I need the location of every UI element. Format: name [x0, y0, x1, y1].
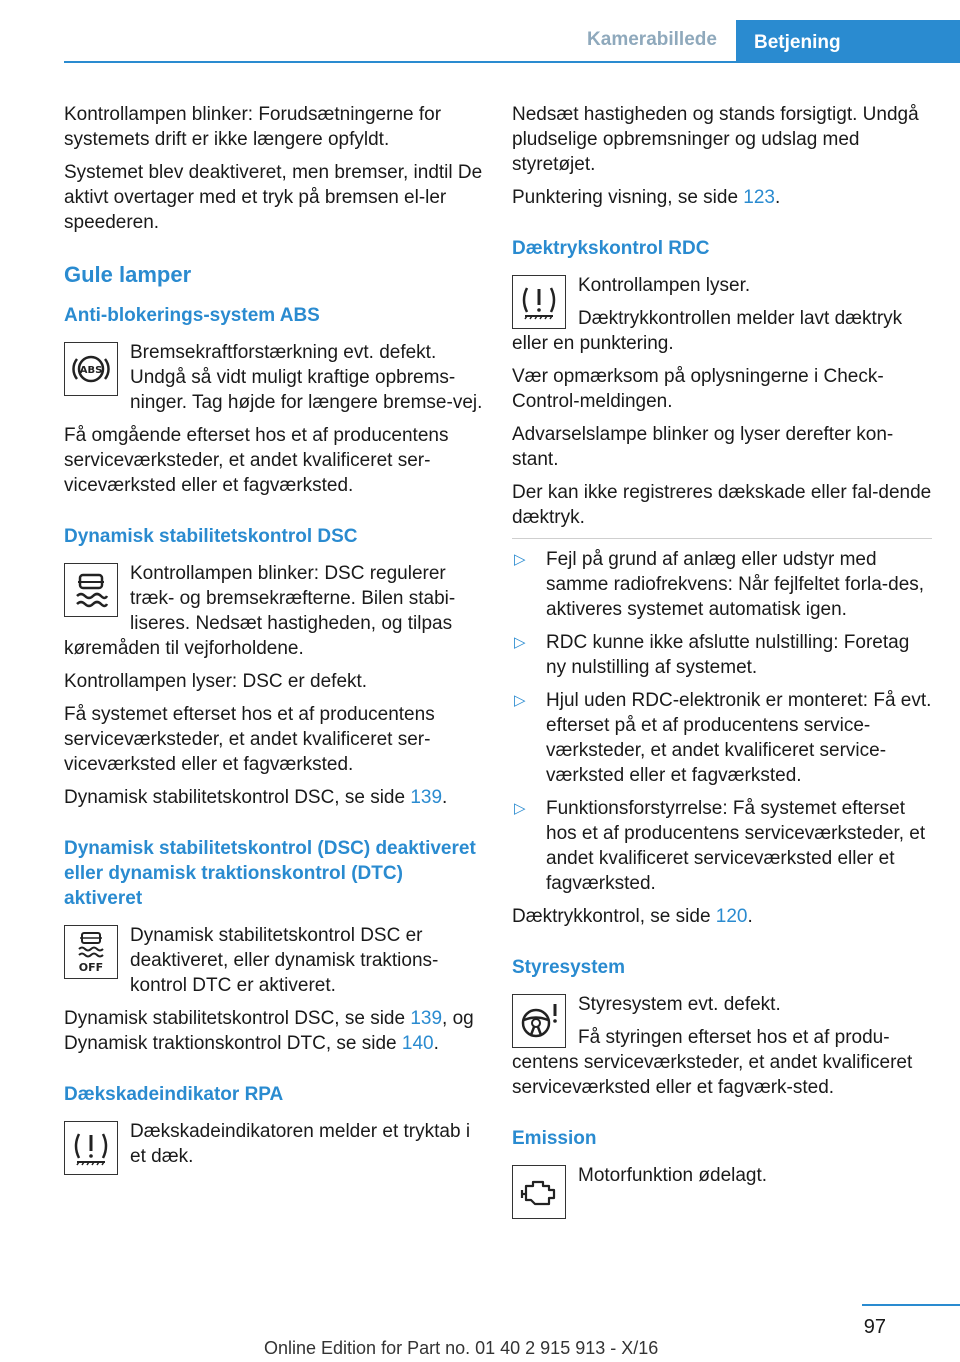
page-link-139[interactable]: 139 — [410, 1008, 443, 1029]
page-link-139[interactable]: 139 — [410, 787, 443, 808]
left-column — [64, 102, 484, 1177]
divider — [512, 538, 932, 539]
heading-steering: Styresystem — [512, 957, 626, 978]
tab-kamerabillede[interactable]: Kamerabillede — [587, 29, 717, 50]
tire-pressure-icon — [512, 275, 566, 329]
rdc-line2: Dæktrykkontrollen melder lavt dæktryk eller en punktering. — [512, 308, 903, 354]
paragraph: Vær opmærksom på oplysningerne i Check-Control-meldingen. — [512, 366, 884, 412]
dsc-off-reference: Dynamisk stabilitetskontrol DSC, se side 139, og Dynamisk traktionskontrol DTC, se side 140. — [64, 1008, 474, 1054]
tire-warning-icon — [64, 1121, 118, 1175]
paragraph: Advarselslampe blinker og lyser derefter kon-stant. — [512, 424, 894, 470]
paragraph: Nedsæt hastigheden og stands forsigtigt. Undgå pludselige opbremsninger og udslag med styretøjet. — [512, 104, 919, 175]
dsc-off-icon — [64, 925, 118, 979]
page-link-123[interactable]: 123 — [743, 187, 775, 208]
engine-icon — [512, 1165, 566, 1219]
page-link-140[interactable]: 140 — [401, 1033, 434, 1054]
dsc-block — [64, 561, 484, 661]
paragraph: Der kan ikke registreres dækskade eller fal-dende dæktryk. — [512, 482, 932, 528]
heading-dsc-off: Dynamisk stabilitetskontrol (DSC) deaktiveret eller dynamisk traktionskontrol (DTC) aktiveret — [64, 838, 476, 909]
dsc-reference: Dynamisk stabilitetskontrol DSC, se side 139. — [64, 787, 448, 808]
abs-block — [64, 340, 484, 415]
tab-betjening[interactable]: Betjening — [736, 20, 960, 63]
emission-line1: Motorfunktion ødelagt. — [578, 1165, 768, 1186]
rdc-block — [512, 273, 932, 356]
abs-text: Bremsekraftforstærkning evt. defekt. Undgå så vidt muligt kraftige opbrems-ninger. Tag højde for længere bremse-vej. — [130, 342, 483, 413]
emission-block — [512, 1163, 932, 1188]
rpa-block — [64, 1119, 484, 1169]
paragraph: Kontrollampen blinker: Forudsætningerne for systemets drift er ikke længere opfyldt. — [64, 104, 442, 150]
heading-dsc: Dynamisk stabilitetskontrol DSC — [64, 526, 358, 547]
svg-text:OFF: OFF — [78, 961, 104, 974]
rdc-reference: Dæktrykkontrol, se side 120. — [512, 906, 753, 927]
puncture-reference: Punktering visning, se side 123. — [512, 187, 781, 208]
list-item: ▷ Fejl på grund af anlæg eller udstyr med samme radiofrekvens: Når fejlfeltet forla-des, aktiveres systemet automatisk igen. — [512, 547, 932, 622]
abs-icon — [64, 342, 118, 396]
svg-text:ABS: ABS — [79, 365, 103, 376]
heading-emission: Emission — [512, 1128, 597, 1149]
steering-warning-icon — [512, 994, 566, 1048]
paragraph: Få systemet efterset hos et af producentens serviceværksteder, et andet kvalificeret ser-viceværksted eller et fagværksted. — [64, 704, 435, 775]
list-item: ▷ RDC kunne ikke afslutte nulstilling: Foretag ny nulstilling af systemet. — [512, 630, 932, 680]
list-item: ▷ Hjul uden RDC-elektronik er monteret: Få evt. efterset på et af producentens service-værksteder, et andet kvalificeret service-værksted eller et fagværksted. — [512, 688, 932, 788]
section-heading-gule-lamper: Gule lamper — [64, 262, 192, 287]
page-number: 97 — [863, 1316, 886, 1338]
dsc-off-block — [64, 923, 484, 998]
steering-line1: Styresystem evt. defekt. — [578, 994, 781, 1015]
rdc-bullet-list — [512, 547, 932, 896]
heading-rdc: Dæktrykskontrol RDC — [512, 238, 710, 259]
footer-rule — [862, 1304, 960, 1306]
steering-block — [512, 992, 932, 1100]
right-column — [512, 102, 932, 1221]
heading-abs: Anti-blokerings-system ABS — [64, 305, 320, 326]
page-link-120[interactable]: 120 — [715, 906, 748, 927]
rdc-line1: Kontrollampen lyser. — [578, 275, 751, 296]
dsc-off-text: Dynamisk stabilitetskontrol DSC er deaktiveret, eller dynamisk traktions-kontrol DTC er aktiveret. — [130, 925, 439, 996]
edition-footer: Online Edition for Part no. 01 40 2 915 913 - X/16 — [264, 1338, 659, 1358]
dsc-text: Kontrollampen blinker: DSC regulerer træk- og bremsekræfterne. Bilen stabi-liseres. Nedsæt hastigheden, og tilpas køremåden til vejforholdene. — [64, 563, 456, 659]
steering-line2: Få styringen efterset hos et af produ-centens serviceværksteder, et andet kvalificeret serviceværksted eller et fagværk-sted. — [512, 1027, 913, 1098]
rpa-text: Dækskadeindikatoren melder et tryktab i et dæk. — [130, 1121, 471, 1167]
heading-rpa: Dækskadeindikator RPA — [64, 1084, 284, 1105]
paragraph: Få omgående efterset hos et af producentens serviceværksteder, et andet kvalificeret ser-viceværksted eller et fagværksted. — [64, 425, 449, 496]
dsc-icon — [64, 563, 118, 617]
paragraph: Systemet blev deaktiveret, men bremser, indtil De aktivt overtager med et tryk på bremsen el-ler speederen. — [64, 162, 483, 233]
paragraph: Kontrollampen lyser: DSC er defekt. — [64, 671, 368, 692]
list-item: ▷ Funktionsforstyrrelse: Få systemet efterset hos et af producentens serviceværksteder, et andet kvalificeret serviceværksted eller et fagværksted. — [512, 796, 932, 896]
